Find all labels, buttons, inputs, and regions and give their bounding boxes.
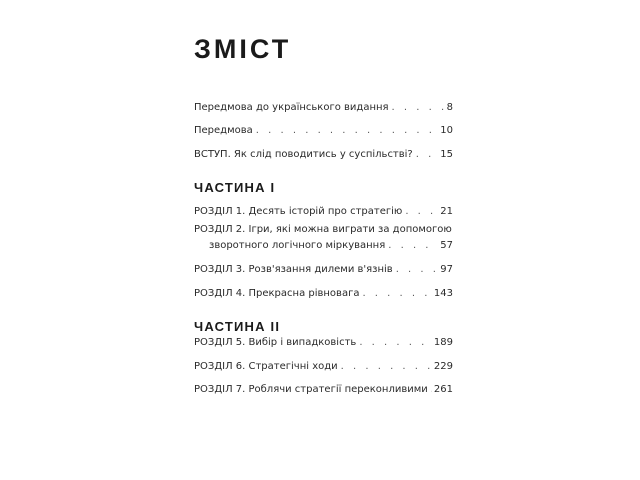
toc-entry[interactable]	[194, 205, 453, 219]
toc-entry-label: Передмова	[194, 125, 253, 136]
toc-entry[interactable]	[194, 148, 453, 162]
toc-entry[interactable]	[194, 124, 453, 138]
toc-entry-page: 10	[440, 125, 453, 136]
toc-entry[interactable]	[194, 336, 453, 350]
toc-entry-label: РОЗДІЛ 3. Розв'язання дилеми в'язнів	[194, 264, 393, 275]
toc-entry-page: 21	[440, 206, 453, 217]
part-heading: ЧАСТИНА II	[194, 319, 281, 334]
toc-entry-label: Передмова до українського видання	[194, 102, 389, 113]
toc-entry-page: 189	[433, 337, 453, 348]
dot-leader	[416, 148, 438, 162]
toc-entry-label: РОЗДІЛ 1. Десять історій про стратегію	[194, 206, 403, 217]
part-heading: ЧАСТИНА I	[194, 180, 276, 195]
toc-entry-page: 15	[440, 149, 453, 160]
dot-leader	[396, 263, 438, 277]
dot-leader	[256, 124, 437, 138]
toc-entry-label: РОЗДІЛ 4. Прекрасна рівновага	[194, 288, 360, 299]
toc-entry[interactable]	[194, 263, 453, 277]
toc-entry[interactable]	[194, 360, 453, 374]
dot-leader	[392, 101, 444, 115]
dot-leader	[388, 239, 437, 253]
dot-leader	[362, 287, 430, 301]
toc-entry-label[interactable]: РОЗДІЛ 2. Ігри, які можна виграти за допомогою	[194, 224, 452, 235]
toc-entry-page: 97	[440, 264, 453, 275]
toc-entry[interactable]	[209, 239, 453, 253]
toc-entry-label-continued: зворотного логічного міркування	[209, 240, 386, 251]
dot-leader	[341, 360, 431, 374]
toc-entry[interactable]	[194, 383, 453, 397]
toc-entry-label: РОЗДІЛ 5. Вибір і випадковість	[194, 337, 357, 348]
toc-entry-page: 57	[440, 240, 453, 251]
toc-entry-label: РОЗДІЛ 7. Роблячи стратегії переконливими	[194, 384, 428, 395]
toc-entry[interactable]	[194, 287, 453, 301]
page-title: ЗМІСТ	[194, 34, 292, 64]
toc-entry-label: ВСТУП. Як слід поводитись у суспільстві?	[194, 149, 413, 160]
dot-leader	[359, 336, 431, 350]
toc-entry-page: 143	[433, 288, 453, 299]
dot-leader	[405, 205, 437, 219]
toc-entry-page: 261	[433, 384, 453, 395]
toc-entry[interactable]	[194, 101, 453, 115]
toc-entry-label: РОЗДІЛ 6. Стратегічні ходи	[194, 361, 338, 372]
toc-entry-page: 8	[446, 102, 453, 113]
toc-entry-page: 229	[433, 361, 453, 372]
